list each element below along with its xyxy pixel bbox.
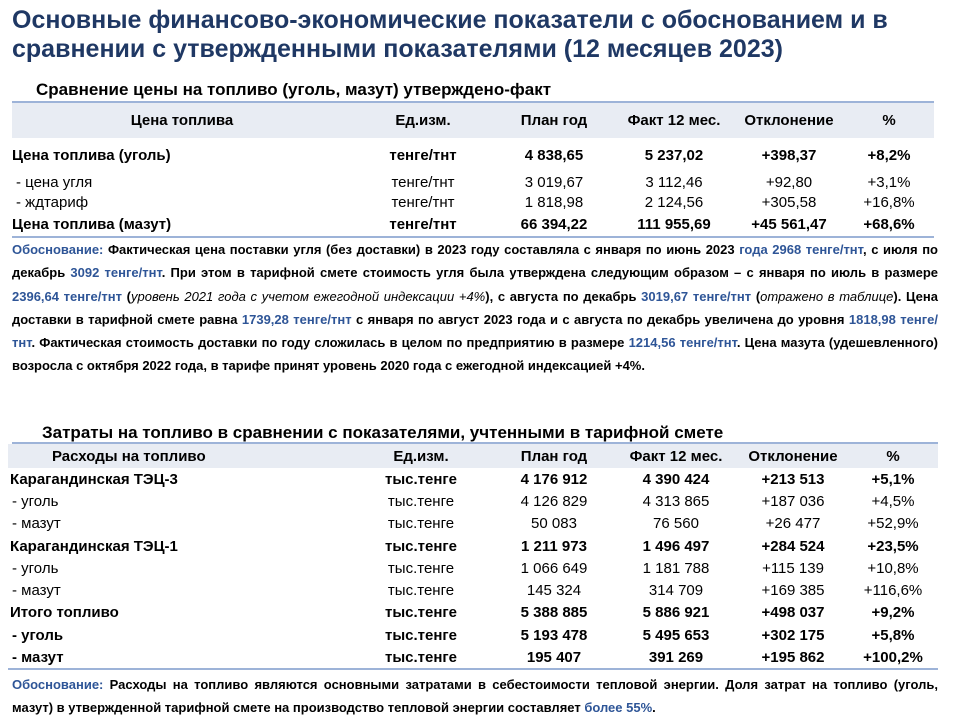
row-name: Итого топливо [10, 604, 119, 622]
table-row [8, 557, 938, 579]
table-row [8, 535, 938, 557]
note-text: ). Цена доставки в тарифной смете равна [12, 288, 938, 327]
row-deviation: +195 862 [738, 646, 848, 668]
table-row [12, 172, 934, 192]
row-name: - уголь [12, 626, 64, 644]
row-name: - уголь [12, 559, 59, 577]
note-highlight: 3092 тенге/тнт [70, 265, 162, 281]
note-text: . [652, 700, 656, 716]
row-plan: 4 126 829 [520, 492, 588, 510]
row-unit: тыс.тенге [387, 515, 455, 533]
col-header-fact: Факт 12 мес. [627, 112, 721, 129]
row-plan: 4 838,65 [524, 146, 584, 164]
row-unit: тыс.тенге [348, 646, 494, 668]
row-plan: 50 083 [531, 515, 577, 533]
row-percent: +8,2% [867, 146, 911, 164]
row-percent: +116,6% [863, 582, 923, 600]
row-name: Цена топлива (мазут) [12, 212, 352, 237]
row-unit: тыс.тенге [384, 470, 457, 488]
table-row [8, 646, 938, 668]
note-highlight: 1739,28 тенге/тнт [241, 311, 352, 327]
row-name: Карагандинская ТЭЦ-3 [10, 470, 178, 488]
note-text: . Цена мазута (удешевленного) возросла с октября 2022 года, в тарифе принят уровень 2020 года с ежегодной индексацией +4%. [12, 335, 938, 374]
note-text: ( [121, 288, 131, 304]
note-highlight: 1818,98 тенге/тнт [12, 311, 939, 351]
fuel-costs-table [8, 444, 938, 670]
note-highlight: года 2968 тенге/тнт [739, 242, 864, 257]
row-percent: +23,5% [867, 537, 919, 555]
row-deviation: +284 524 [761, 537, 825, 555]
col-header-percent: % [886, 447, 900, 465]
row-fact: 2 124,56 [644, 193, 704, 211]
row-fact: 5 237,02 [644, 146, 704, 164]
row-name: Карагандинская ТЭЦ-1 [10, 537, 178, 555]
row-name: - цена угля [16, 173, 93, 191]
col-header-plan: План год [520, 112, 588, 129]
row-name: Цена топлива (уголь) [12, 146, 171, 164]
row-unit: тыс.тенге [384, 604, 457, 622]
row-percent: +68,6% [844, 212, 934, 237]
row-plan: 145 324 [526, 582, 582, 600]
row-unit: тенге/тнт [391, 193, 455, 211]
row-unit: тенге/тнт [389, 146, 457, 164]
row-deviation: +92,80 [765, 173, 813, 191]
row-percent: +100,2% [848, 646, 938, 668]
col-header-fuel-costs: Расходы на топливо [52, 447, 206, 465]
note-text: . Фактическая стоимость доставки по году сложилась в целом по предприятию в размере [31, 335, 629, 351]
col-header-deviation: Отклонение [744, 112, 834, 129]
table-row [8, 490, 938, 512]
row-fact: 4 390 424 [642, 470, 710, 488]
note-italic: уровень 2021 года с учетом ежегодной индексации +4% [130, 288, 486, 304]
row-percent: +9,2% [871, 604, 915, 622]
page-title: Основные финансово-экономические показатели с обоснованием и в сравнении с утвержденными показателями (12 месяцев 2023) [12, 6, 888, 63]
note-text: Расходы на топливо являются основными затратами в себестоимости тепловой энергии. Доля затрат на топливо (уголь, мазут) в утвержденной тарифной смете на производство тепловой энергии составляет [12, 677, 938, 716]
section2-title: Затраты на топливо в сравнении с показателями, учтенными в тарифной смете [42, 423, 724, 442]
col-header-fuel-price: Цена топлива [130, 112, 234, 129]
row-percent: +16,8% [863, 193, 915, 211]
row-fact: 111 955,69 [614, 212, 734, 237]
row-deviation: +498 037 [761, 604, 825, 622]
row-plan: 4 176 912 [520, 470, 588, 488]
row-unit: тыс.тенге [384, 537, 457, 555]
row-deviation: +45 561,47 [734, 212, 844, 237]
table-row [8, 513, 938, 535]
table-row [8, 468, 938, 490]
note-highlight: 1214,56 тенге/тнт [628, 335, 737, 351]
row-percent: +52,9% [867, 515, 919, 533]
table-row [8, 602, 938, 624]
col-header-unit: Ед.изм. [395, 112, 451, 129]
row-fact: 5 495 653 [642, 626, 710, 644]
row-percent: +5,8% [871, 626, 915, 644]
row-deviation: +213 513 [761, 470, 825, 488]
row-plan: 5 193 478 [520, 626, 588, 644]
note-highlight: более 55% [584, 700, 653, 716]
section1-justification [12, 238, 938, 378]
col-header-deviation: Отклонение [748, 447, 838, 465]
row-deviation: +187 036 [761, 492, 825, 510]
row-fact: 3 112,46 [645, 173, 703, 191]
note-text: Фактическая цена поставки угля (без доставки) в 2023 году составляла с января по июнь 2023 [103, 242, 740, 257]
row-unit: тенге/тнт [352, 212, 494, 237]
row-deviation: +169 385 [761, 582, 825, 600]
fuel-price-table [12, 103, 934, 238]
col-header-unit: Ед.изм. [393, 447, 449, 465]
row-deviation: +398,37 [761, 146, 817, 164]
note-highlight: 2396,64 тенге/тнт [12, 288, 122, 304]
table-header-row [8, 444, 938, 468]
row-name: - ждтариф [16, 193, 89, 211]
note-highlight: 3019,67 тенге/тнт [641, 288, 752, 304]
row-name: - мазут [8, 646, 348, 668]
row-deviation: +305,58 [761, 193, 817, 211]
row-fact: 1 181 788 [642, 559, 710, 577]
row-percent: +4,5% [871, 492, 915, 510]
table-row [12, 138, 934, 172]
col-header-fact: Факт 12 мес. [629, 447, 723, 465]
row-unit: тыс.тенге [387, 559, 455, 577]
row-unit: тыс.тенге [384, 626, 457, 644]
note-text: ( [751, 288, 761, 304]
row-unit: тыс.тенге [387, 492, 455, 510]
row-plan: 195 407 [494, 646, 614, 668]
row-fact: 391 269 [614, 646, 738, 668]
row-plan: 5 388 885 [520, 604, 588, 622]
row-deviation: +302 175 [761, 626, 825, 644]
row-deviation: +26 477 [765, 515, 821, 533]
row-unit: тенге/тнт [391, 173, 455, 191]
col-header-plan: План год [520, 447, 588, 465]
row-plan: 3 019,67 [524, 173, 584, 191]
row-fact: 4 313 865 [642, 492, 710, 510]
row-percent: +3,1% [867, 173, 911, 191]
row-fact: 76 560 [653, 515, 699, 533]
row-percent: +5,1% [871, 470, 915, 488]
row-fact: 1 496 497 [642, 537, 710, 555]
note-italic: отражено в таблице [760, 288, 894, 304]
row-unit: тыс.тенге [387, 582, 455, 600]
row-plan: 1 211 973 [521, 537, 587, 555]
row-plan: 1 818,98 [524, 193, 584, 211]
section1-title: Сравнение цены на топливо (уголь, мазут) утверждено-факт [36, 80, 552, 99]
row-name: - мазут [12, 582, 61, 600]
justification-label: Обоснование: [12, 677, 104, 692]
row-fact: 314 709 [648, 582, 704, 600]
justification-label: Обоснование: [12, 242, 104, 257]
table-header-row [12, 103, 934, 138]
table-row [8, 579, 938, 601]
table-row [12, 192, 934, 212]
row-name: - уголь [12, 492, 59, 510]
col-header-percent: % [882, 112, 896, 129]
row-name: - мазут [12, 515, 61, 533]
section2-justification [12, 673, 938, 720]
table-row [12, 212, 934, 237]
row-plan: 1 066 649 [520, 559, 588, 577]
row-deviation: +115 139 [762, 559, 824, 577]
note-text: , с июля по декабрь [12, 242, 938, 281]
row-plan: 66 394,22 [494, 212, 614, 237]
note-text: ), с августа по декабрь [485, 288, 642, 304]
row-fact: 5 886 921 [642, 604, 710, 622]
table-row [8, 624, 938, 646]
note-text: с января по август 2023 года и с августа по декабрь увеличена до уровня [351, 311, 849, 327]
note-text: . При этом в тарифной смете стоимость угля была утверждена следующим образом – с января по июль в размере [161, 265, 938, 281]
row-percent: +10,8% [867, 559, 919, 577]
